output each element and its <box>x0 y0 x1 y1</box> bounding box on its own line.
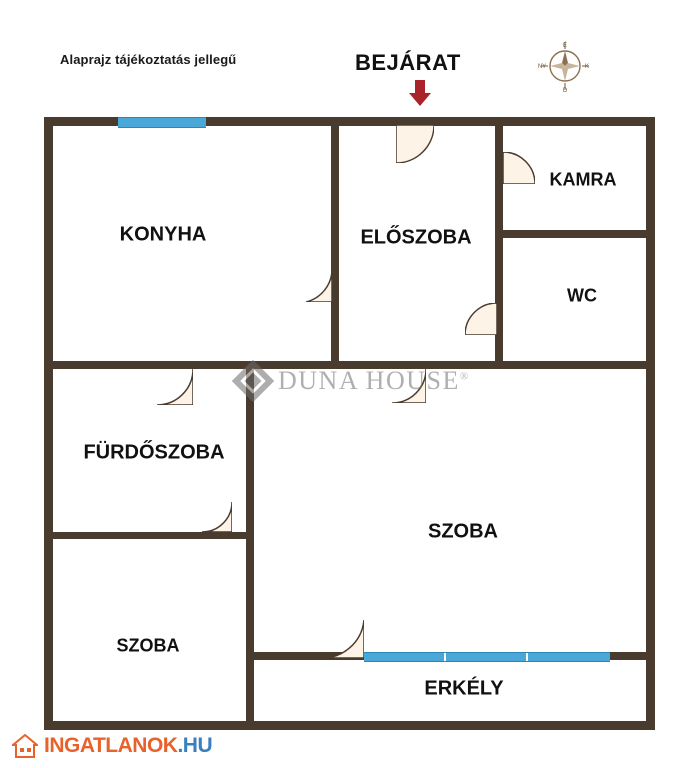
room-label-furdoszoba: FÜRDŐSZOBA <box>83 441 225 464</box>
room-label-eloszoba: ELŐSZOBA <box>360 226 472 249</box>
watermark-text: DUNA HOUSE <box>278 366 460 395</box>
door-wc <box>465 303 497 335</box>
wall-left-rooms-divider <box>246 361 254 730</box>
wall-exterior-bottom <box>44 721 655 730</box>
room-label-konyha: KONYHA <box>119 223 207 246</box>
wall-konyha-eloszoba <box>331 117 339 367</box>
wall-furdoszoba-szoba <box>44 532 254 539</box>
logo-text-ok: OK <box>146 734 178 757</box>
compass-west-label: NY <box>537 64 547 70</box>
entrance-label: BEJÁRAT <box>355 50 461 75</box>
entrance-arrow-icon <box>407 80 433 106</box>
logo-text-ingatlan: INGATLAN <box>44 734 147 757</box>
door-konyha <box>306 268 332 302</box>
watermark-duna-house <box>238 366 470 396</box>
room-label-szoba-second: SZOBA <box>116 635 180 656</box>
room-label-wc: WC <box>567 285 597 306</box>
room-label-erkely: ERKÉLY <box>424 677 504 700</box>
room-label-kamra: KAMRA <box>549 169 617 190</box>
house-icon <box>12 733 38 759</box>
duna-house-logo-icon <box>232 360 274 402</box>
ingatlanok-logo[interactable] <box>8 730 220 762</box>
door-kamra <box>503 152 535 184</box>
window-erkely <box>364 652 610 662</box>
compass-south-label: D <box>562 88 568 94</box>
window-konyha <box>118 117 206 128</box>
door-furdoszoba <box>157 369 193 405</box>
logo-text-hu: .HU <box>177 734 213 757</box>
watermark-registered: ® <box>459 370 470 383</box>
door-entrance <box>396 125 434 163</box>
door-szoba-furdoszoba <box>202 502 232 532</box>
compass-north-label: É <box>562 43 568 49</box>
wall-kamra-wc <box>495 230 655 238</box>
wall-exterior-left <box>44 117 53 730</box>
compass-icon <box>537 38 593 94</box>
wall-exterior-right <box>646 117 655 730</box>
room-label-szoba-main: SZOBA <box>428 520 498 543</box>
compass-east-label: K <box>584 64 590 70</box>
disclaimer-note: Alaprajz tájékoztatás jellegű <box>60 52 237 67</box>
door-erkely <box>320 620 364 658</box>
